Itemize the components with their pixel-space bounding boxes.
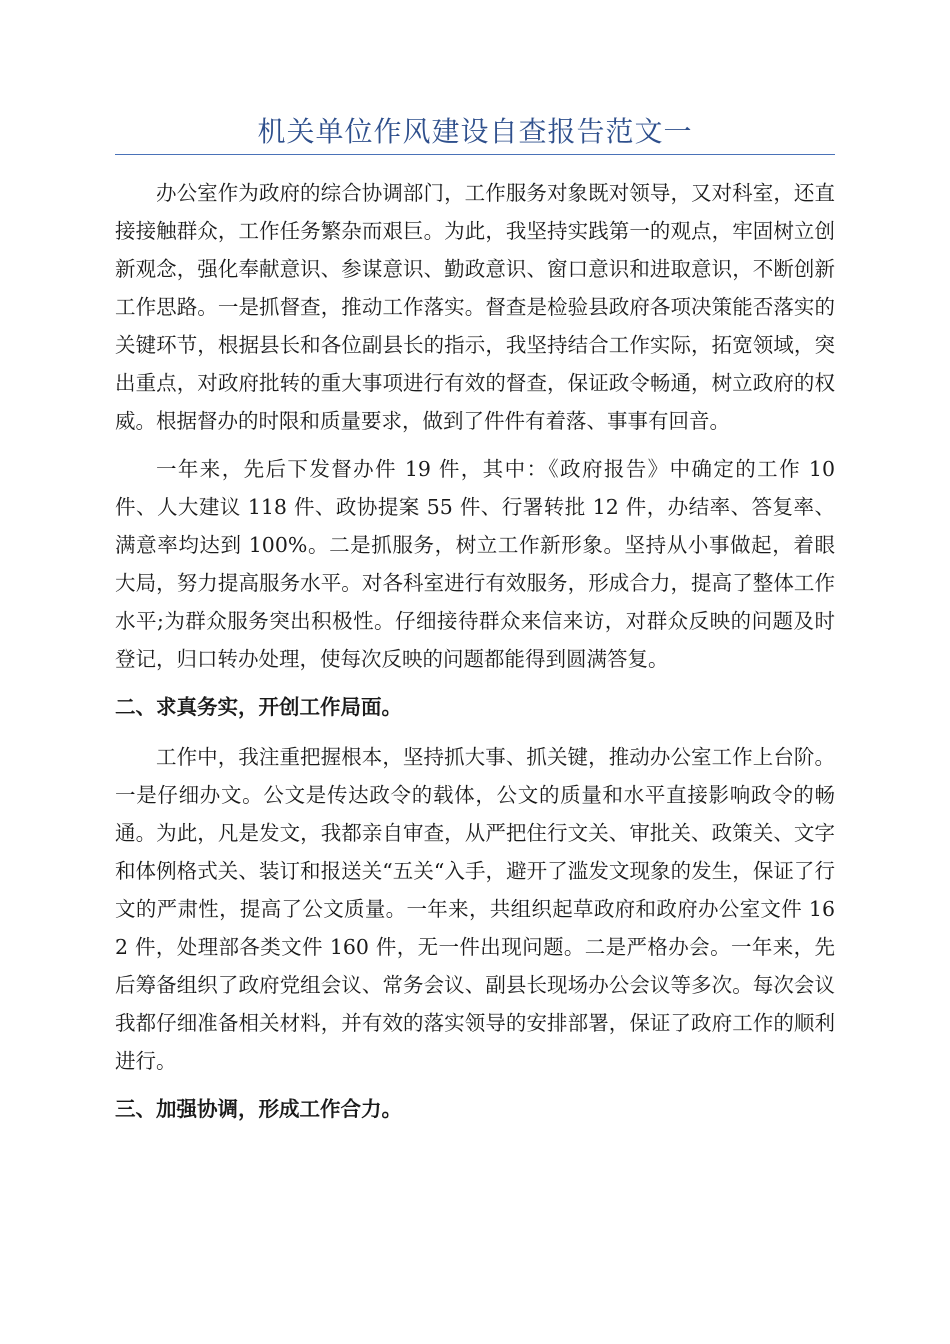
title-underline: [115, 154, 835, 155]
document-title: 机关单位作风建设自查报告范文一: [257, 115, 693, 148]
section-heading-2: 二、求真务实，开创工作局面。: [115, 695, 402, 719]
paragraph-3: 工作中，我注重把握根本，坚持抓大事、抓关键，推动办公室工作上台阶。一是仔细办文。公文是传达政令的载体，公文的质量和水平直接影响政令的畅通。为此，凡是发文，我都亲自审查，从严把住行文关、审批关、政策关、文字和体例格式关、装订和报送关“五关“入手，避开了滥发文现象的发生，保证了行文的严肃性，提高了公文质量。一年来，共组织起草政府和政府办公室文件 162 件，处理部各类文件 160 件，无一件出现问题。二是严格办会。一年来，先后筹备组织了政府党组会议、常务会议、副县长现场办公会议等多次。每次会议我都仔细准备相关材料，并有效的落实领导的安排部署，保证了政府工作的顺利进行。: [115, 745, 835, 1073]
document-body: [115, 174, 835, 1140]
paragraph-2: 一年来，先后下发督办件 19 件，其中：《政府报告》中确定的工作 10 件、人大建议 118 件、政协提案 55 件、行署转批 12 件，办结率、答复率、满意率均达到 100%。二是抓服务，树立工作新形象。坚持从小事做起，着眼大局，努力提高服务水平。对各科室进行有效服务，形成合力，提高了整体工作水平;为群众服务突出积极性。仔细接待群众来信来访，对群众反映的问题及时登记，归口转办处理，使每次反映的问题都能得到圆满答复。: [115, 457, 835, 671]
paragraph-1: 办公室作为政府的综合协调部门，工作服务对象既对领导，又对科室，还直接接触群众，工作任务繁杂而艰巨。为此，我坚持实践第一的观点，牢固树立创新观念，强化奉献意识、参谋意识、勤政意识、窗口意识和进取意识，不断创新工作思路。一是抓督查，推动工作落实。督查是检验县政府各项决策能否落实的关键环节，根据县长和各位副县长的指示，我坚持结合工作实际，拓宽领域，突出重点，对政府批转的重大事项进行有效的督查，保证政令畅通，树立政府的权威。根据督办的时限和质量要求，做到了件件有着落、事事有回音。: [115, 181, 835, 433]
section-heading-3: 三、加强协调，形成工作合力。: [115, 1097, 402, 1121]
